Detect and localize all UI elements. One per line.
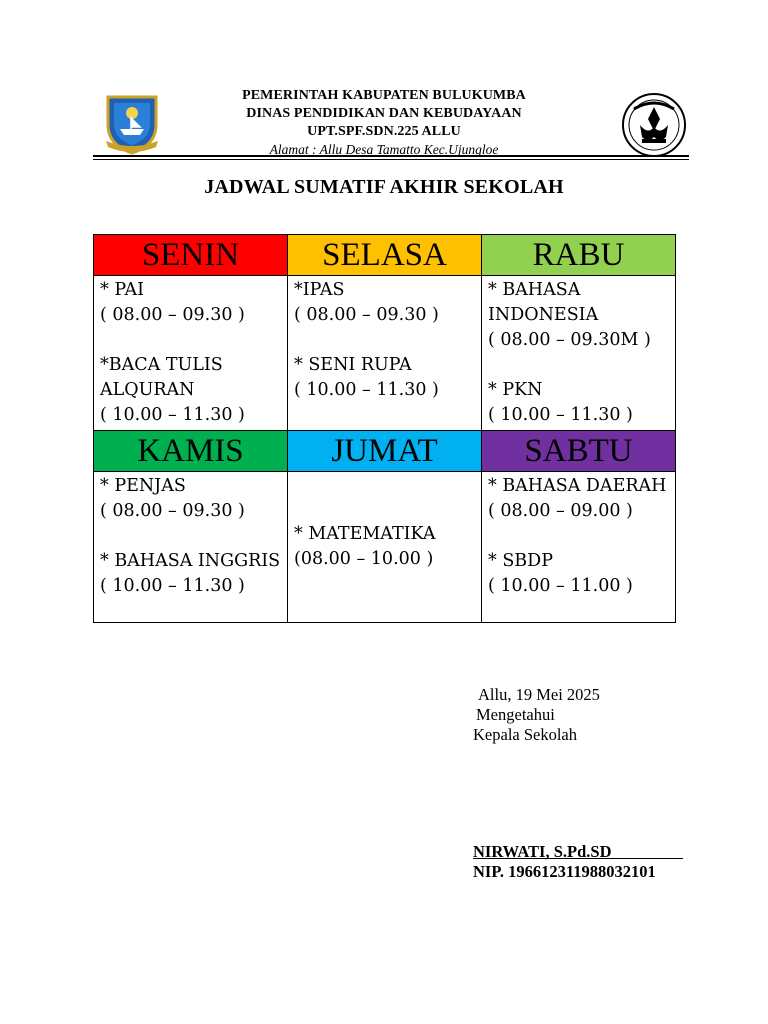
bulukumba-regency-emblem-icon [104, 91, 160, 155]
letterhead-rule-thin [93, 159, 689, 160]
signature-underline [473, 858, 683, 859]
signature-acknowledged: Mengetahui [476, 705, 555, 724]
day-header-row [94, 431, 676, 472]
day-header-row [94, 235, 676, 276]
schedule-cell-selasa: *IPAS ( 08.00 – 09.30 ) * SENI RUPA ( 10.00 – 11.30 ) [288, 276, 482, 431]
letterhead-government: PEMERINTAH KABUPATEN BULUKUMBA [242, 88, 526, 103]
day-header-senin: SENIN [94, 235, 288, 276]
schedule-cell-sabtu: * BAHASA DAERAH ( 08.00 – 09.00 ) * SBDP ( 10.00 – 11.00 ) [482, 472, 676, 623]
signature-place-date: Allu, 19 Mei 2025 [478, 685, 600, 704]
document-title: JADWAL SUMATIF AKHIR SEKOLAH [204, 176, 564, 198]
schedule-cell-jumat: * MATEMATIKA (08.00 – 10.00 ) [288, 472, 482, 623]
schedule-row [94, 472, 676, 623]
letterhead-department: DINAS PENDIDIKAN DAN KEBUDAYAAN [246, 106, 522, 121]
day-header-rabu: RABU [482, 235, 676, 276]
day-header-selasa: SELASA [288, 235, 482, 276]
signatory-name: NIRWATI, S.Pd.SD [473, 842, 612, 861]
letterhead-rule [93, 155, 689, 157]
schedule-table [93, 234, 676, 623]
day-header-jumat: JUMAT [288, 431, 482, 472]
day-header-kamis: KAMIS [94, 431, 288, 472]
letterhead-address: Alamat : Allu Desa Tamatto Kec.Ujungloe [269, 142, 499, 157]
letterhead [160, 87, 608, 159]
schedule-cell-kamis: * PENJAS ( 08.00 – 09.30 ) * BAHASA INGGRIS ( 10.00 – 11.30 ) [94, 472, 288, 623]
letterhead-school: UPT.SPF.SDN.225 ALLU [307, 124, 461, 139]
tut-wuri-handayani-emblem-icon [620, 91, 688, 159]
signatory-nip: NIP. 196612311988032101 [473, 862, 656, 881]
schedule-cell-rabu: * BAHASA INDONESIA ( 08.00 – 09.30M ) * PKN ( 10.00 – 11.30 ) [482, 276, 676, 431]
day-header-sabtu: SABTU [482, 431, 676, 472]
schedule-row [94, 276, 676, 431]
signature-position: Kepala Sekolah [473, 725, 578, 744]
schedule-cell-senin: * PAI ( 08.00 – 09.30 ) *BACA TULIS ALQURAN ( 10.00 – 11.30 ) [94, 276, 288, 431]
